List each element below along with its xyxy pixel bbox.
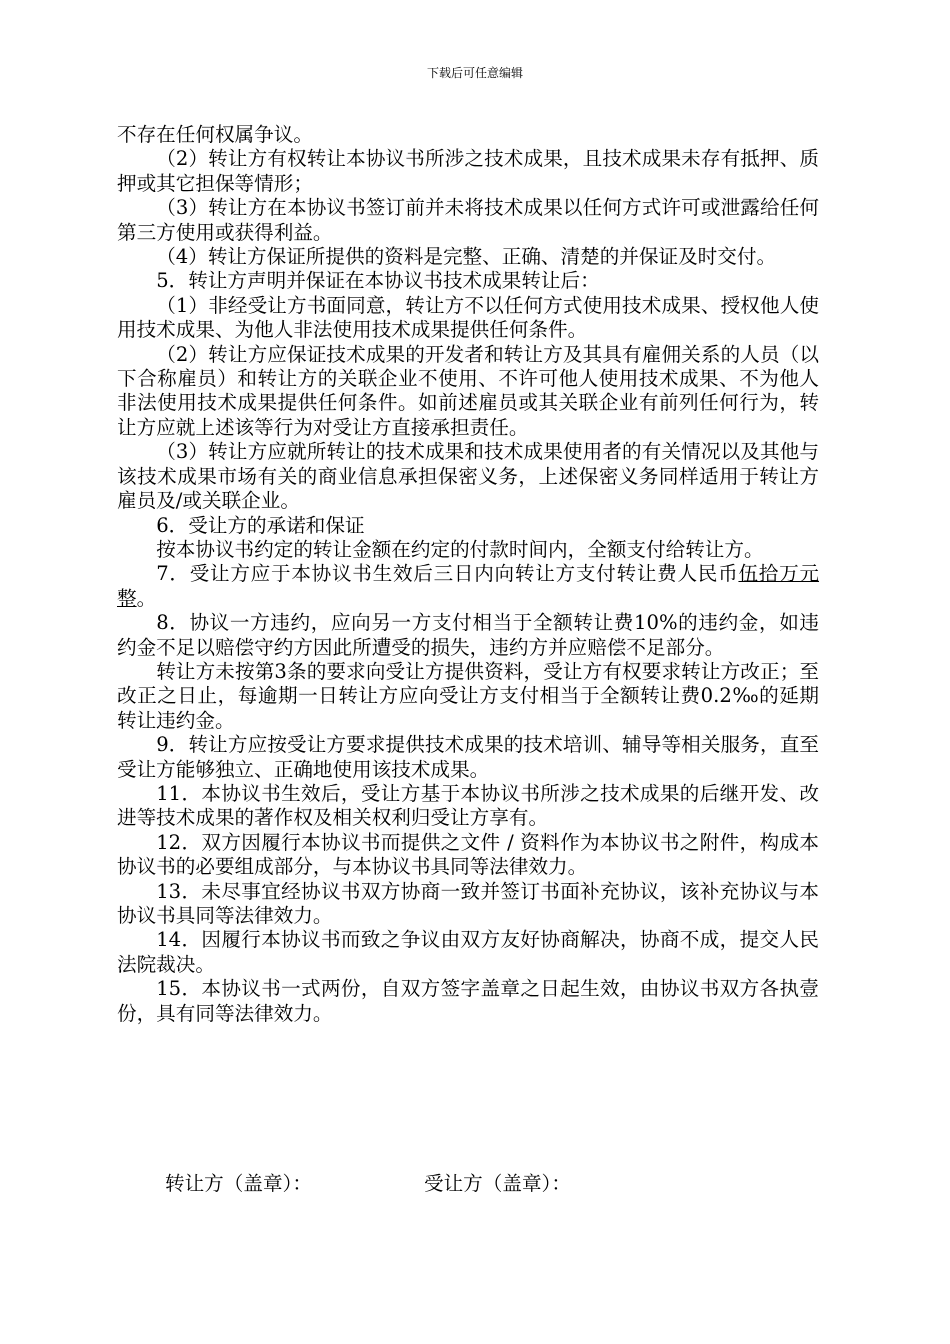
clause-6-heading: 6．受让方的承诺和保证 (156, 513, 365, 537)
clause-5-item-2: （2）转让方应保证技术成果的开发者和转让方及其具有雇佣关系的人员（以下合称雇员）和转让方的关联企业不使用、不许可他人使用技术成果、不为他人非法使用技术成果提供任何条件。如前述雇员或其关联企业有前列任何行为，转让方应就上述该等行为对受让方直接承担责任。 (117, 342, 819, 439)
clause-15: 15．本协议书一式两份，自双方签字盖章之日起生效，由协议书双方各执壹份，具有同等法律效力。 (117, 977, 819, 1025)
clause-4-item-3: （3）转让方在本协议书签订前并未将技术成果以任何方式许可或泄露给任何第三方使用或获得利益。 (117, 196, 819, 244)
page-header-note: 下载后可任意编辑 (426, 66, 523, 80)
agreement-body (117, 123, 819, 1026)
clause-5-item-3: （3）转让方应就所转让的技术成果和技术成果使用者的有关情况以及其他与该技术成果市场有关的商业信息承担保密义务，上述保密义务同样适用于转让方雇员及/或关联企业。 (117, 440, 819, 513)
clause-7 (117, 562, 819, 611)
clause-4-item-2: （2）转让方有权转让本协议书所涉之技术成果，且技术成果未存有抵押、质押或其它担保等情形； (117, 147, 819, 195)
clause-7-text: 7．受让方应于本协议书生效后三日内向转让方支付转让费人民币 (156, 562, 739, 586)
clause-11: 11．本协议书生效后，受让方基于本协议书所涉之技术成果的后继开发、改进等技术成果的著作权及相关权利归受让方享有。 (117, 781, 819, 830)
clause-6-body: 按本协议书约定的转让金额在约定的付款时间内，全额支付给转让方。 (156, 537, 764, 561)
transferor-seal-label: 转让方（盖章）： (165, 1172, 312, 1195)
clause-4-item-4: （4）转让方保证所提供的资料是完整、正确、清楚的并保证及时交付。 (156, 245, 777, 269)
clause-13: 13．未尽事宜经协议书双方协商一致并签订书面补充协议，该补充协议与本协议书具同等法律效力。 (117, 879, 819, 927)
paragraph-continuation: 不存在任何权属争议。 (117, 123, 313, 146)
clause-9: 9．转让方应按受让方要求提供技术成果的技术培训、辅导等相关服务，直至受让方能够独立、正确地使用该技术成果。 (117, 733, 819, 781)
transferee-seal-label: 受让方（盖章）： (424, 1172, 571, 1195)
clause-5-item-1: （1）非经受让方书面同意，转让方不以任何方式使用技术成果、授权他人使用技术成果、为他人非法使用技术成果提供任何条件。 (117, 293, 819, 342)
transfer-fee-amount: 伍拾万元整 (117, 562, 820, 610)
clause-8-delay-penalty: 转让方未按第3条的要求向受让方提供资料，受让方有权要求转让方改正；至改正之日止，每逾期一日转让方应向受让方支付相当于全额转让费0.2‰的延期转让违约金。 (117, 659, 819, 732)
clause-5-heading: 5．转让方声明并保证在本协议书技术成果转让后： (156, 269, 600, 293)
clause-14: 14．因履行本协议书而致之争议由双方友好协商解决，协商不成，提交人民法院裁决。 (117, 928, 819, 976)
clause-12: 12．双方因履行本协议书而提供之文件 / 资料作为本协议书之附件，构成本协议书的必要组成部分，与本协议书具同等法律效力。 (117, 830, 819, 879)
clause-8: 8．协议一方违约，应向另一方支付相当于全额转让费10%的违约金，如违约金不足以赔偿守约方因此所遭受的损失，违约方并应赔偿不足部分。 (117, 611, 819, 659)
clause-7-end: 。 (136, 586, 157, 610)
